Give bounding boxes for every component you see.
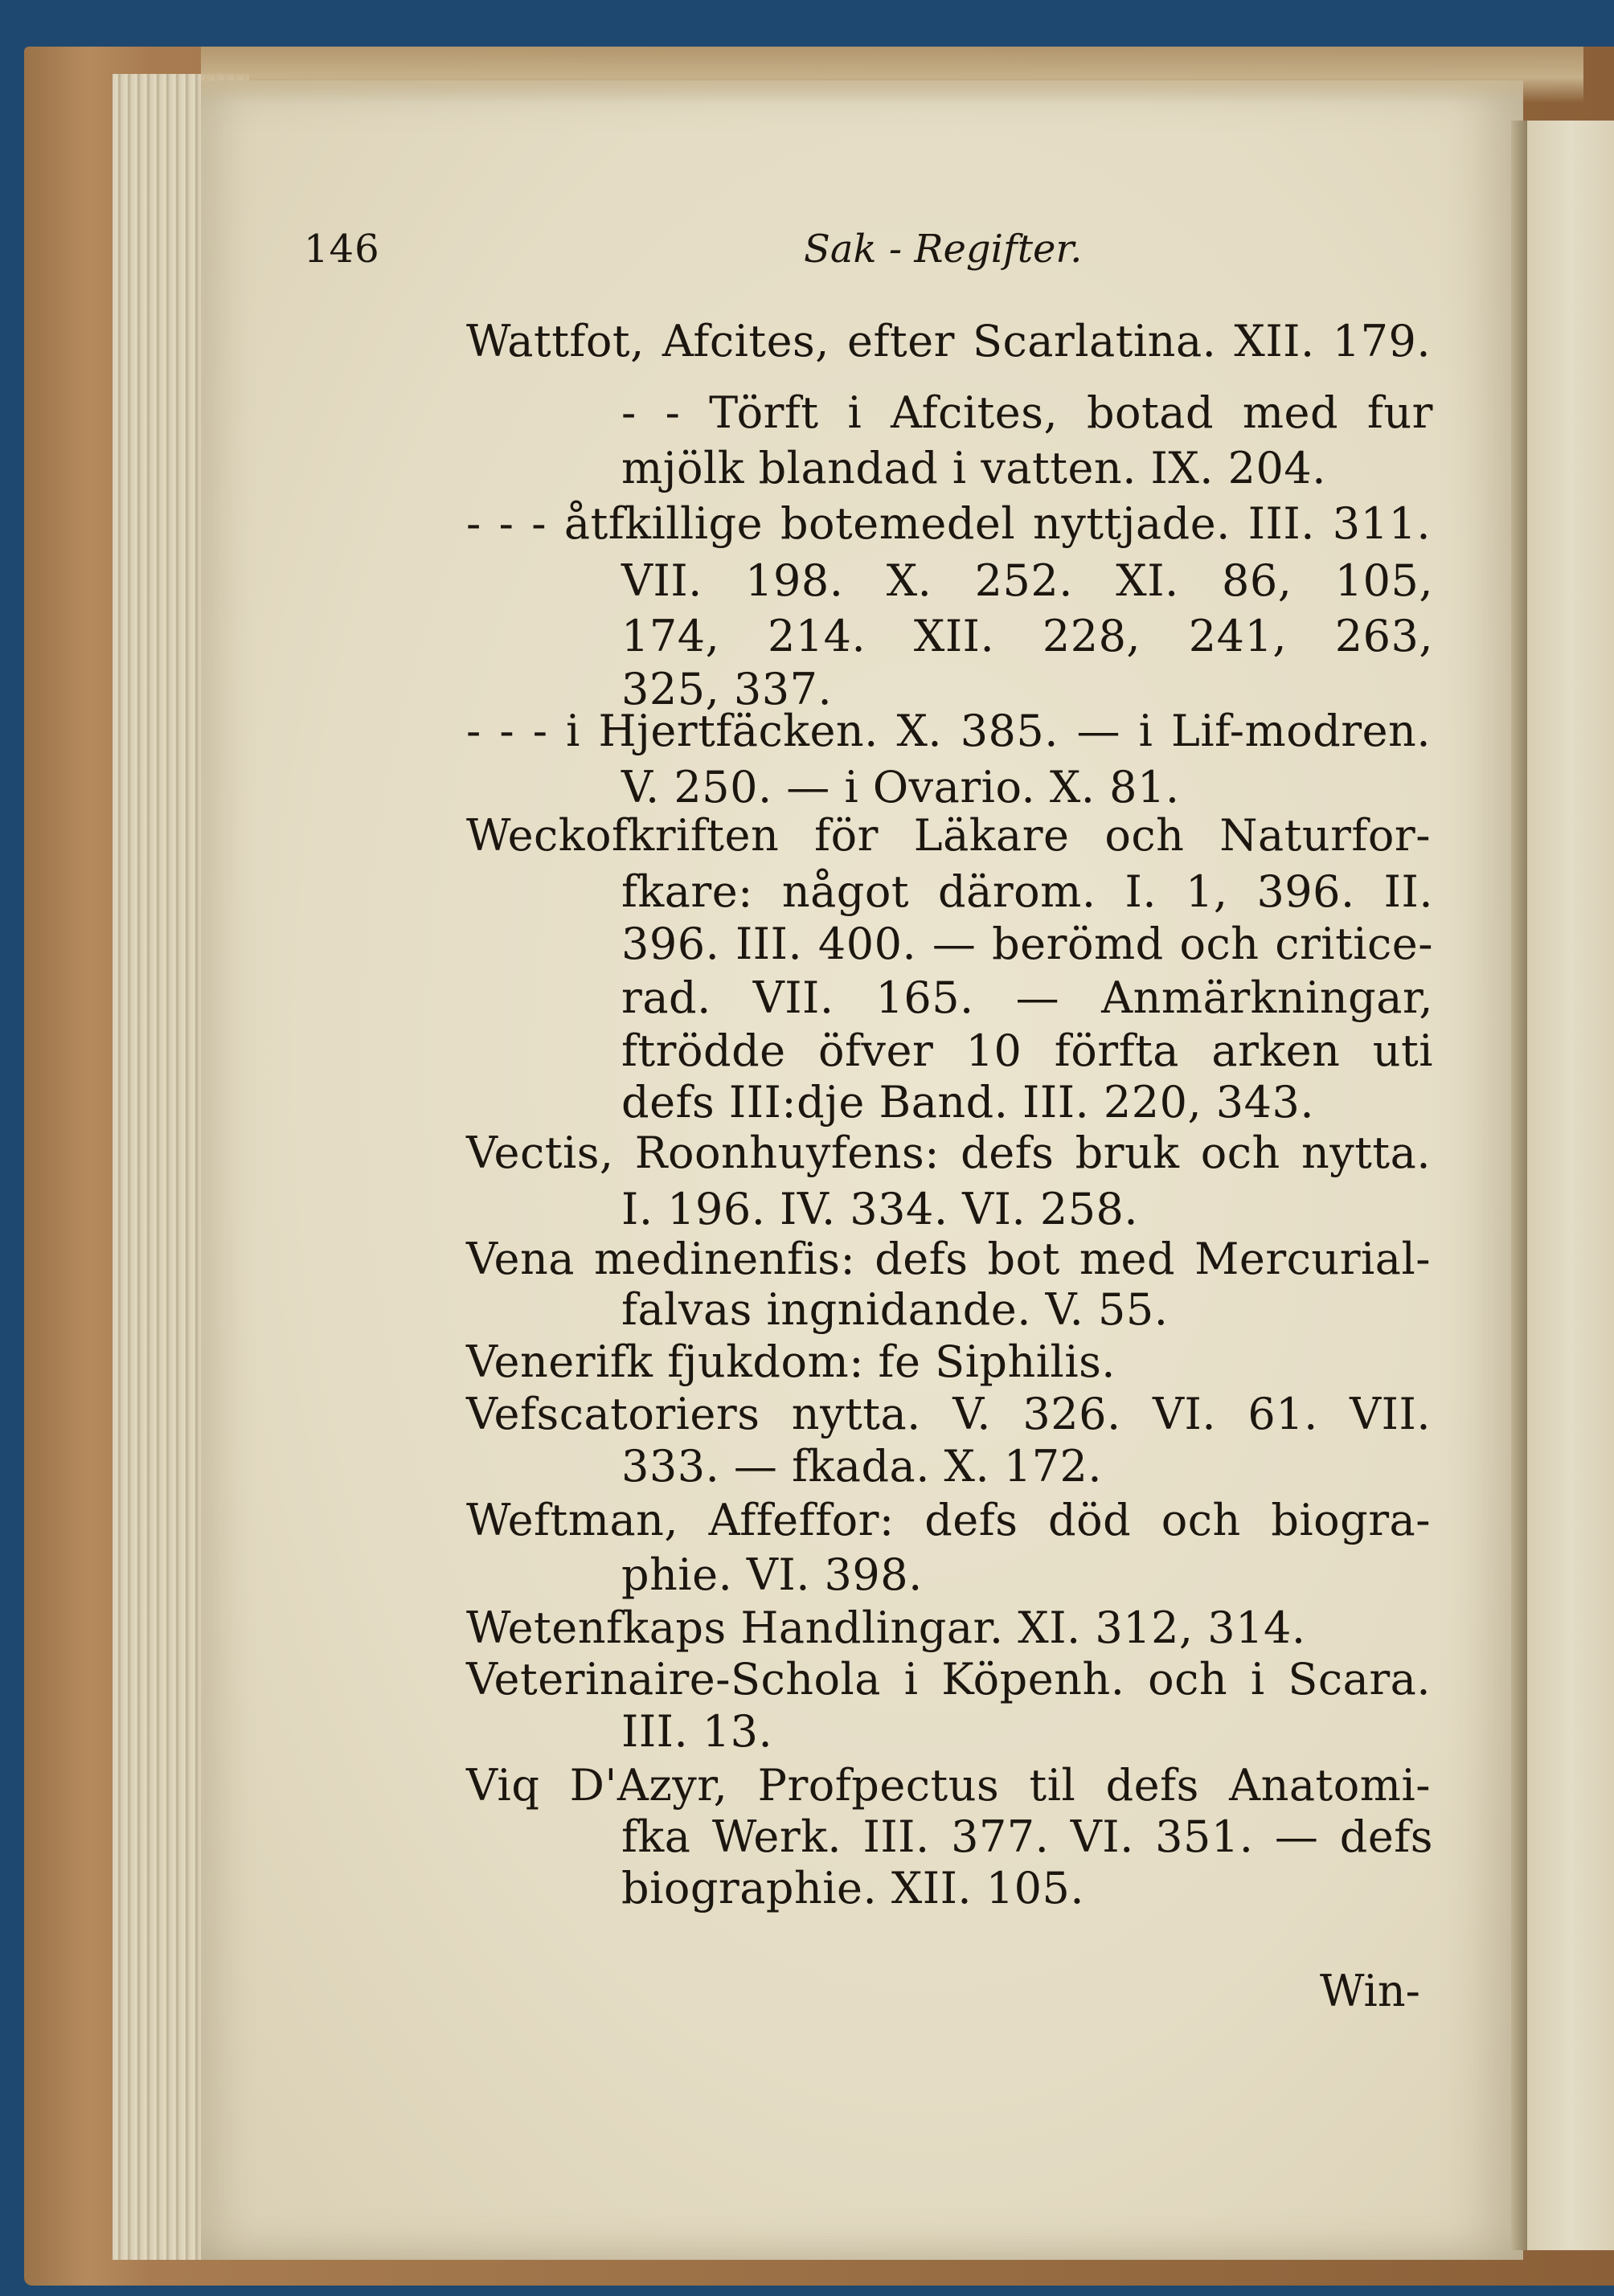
index-line: Vefscatoriers nytta. V. 326. VI. 61. VII. <box>466 1389 1431 1439</box>
index-line: Wattfot, Afcites, efter Scarlatina. XII. 179. <box>466 316 1431 366</box>
index-line: fka Werk. III. 377. VI. 351. — defs <box>621 1811 1433 1862</box>
index-line: fkare: något därom. I. 1, 396. II. <box>621 866 1433 917</box>
index-line: biographie. XII. 105. <box>621 1863 1084 1913</box>
index-line: rad. VII. 165. — Anmärkningar, <box>621 972 1433 1023</box>
index-line: ftrödde öfver 10 förfta arken uti <box>621 1025 1433 1076</box>
catchword: Win- <box>1320 1966 1420 2016</box>
index-line: Weckofkriften för Läkare och Naturfor- <box>466 810 1431 861</box>
index-line: Veterinaire-Schola i Köpenh. och i Scara. <box>466 1654 1431 1705</box>
index-line: 174, 214. XII. 228, 241, 263, <box>621 611 1433 661</box>
index-line: - - - åtfkillige botemedel nyttjade. III. 311. <box>466 498 1431 549</box>
index-line: Vectis, Roonhuyfens: defs bruk och nytta. <box>466 1128 1431 1178</box>
index-line: I. 196. IV. 334. VI. 258. <box>621 1184 1139 1234</box>
index-line: Venerifk fjukdom: fe Siphilis. <box>466 1336 1116 1387</box>
index-line: Weftman, Affeffor: defs död och biogra- <box>466 1495 1431 1545</box>
index-line: Vena medinenfis: defs bot med Mercurial- <box>466 1234 1431 1284</box>
index-line: 396. III. 400. — berömd och critice- <box>621 919 1433 969</box>
index-line: VII. 198. X. 252. XI. 86, 105, <box>621 555 1433 606</box>
index-line: defs III:dje Band. III. 220, 343. <box>621 1077 1315 1128</box>
running-title: Sak - Regifter. <box>804 227 1083 272</box>
index-line: Wetenfkaps Handlingar. XI. 312, 314. <box>466 1602 1306 1653</box>
index-line: Viq D'Azyr, Profpectus til defs Anatomi- <box>466 1760 1431 1811</box>
index-line: phie. VI. 398. <box>621 1549 923 1600</box>
index-line: V. 250. — i Ovario. X. 81. <box>621 762 1180 812</box>
page-number: 146 <box>304 227 380 272</box>
index-line: III. 13. <box>621 1706 773 1757</box>
index-line: 325, 337. <box>621 664 833 714</box>
index-line: 333. — fkada. X. 172. <box>621 1441 1103 1492</box>
index-line: falvas ingnidande. V. 55. <box>621 1284 1169 1335</box>
index-line: - - - i Hjertfäcken. X. 385. — i Lif-modren. <box>466 706 1431 756</box>
index-line: mjölk blandad i vatten. IX. 204. <box>621 443 1326 493</box>
index-line: - - Törft i Afcites, botad med fur <box>621 387 1433 438</box>
